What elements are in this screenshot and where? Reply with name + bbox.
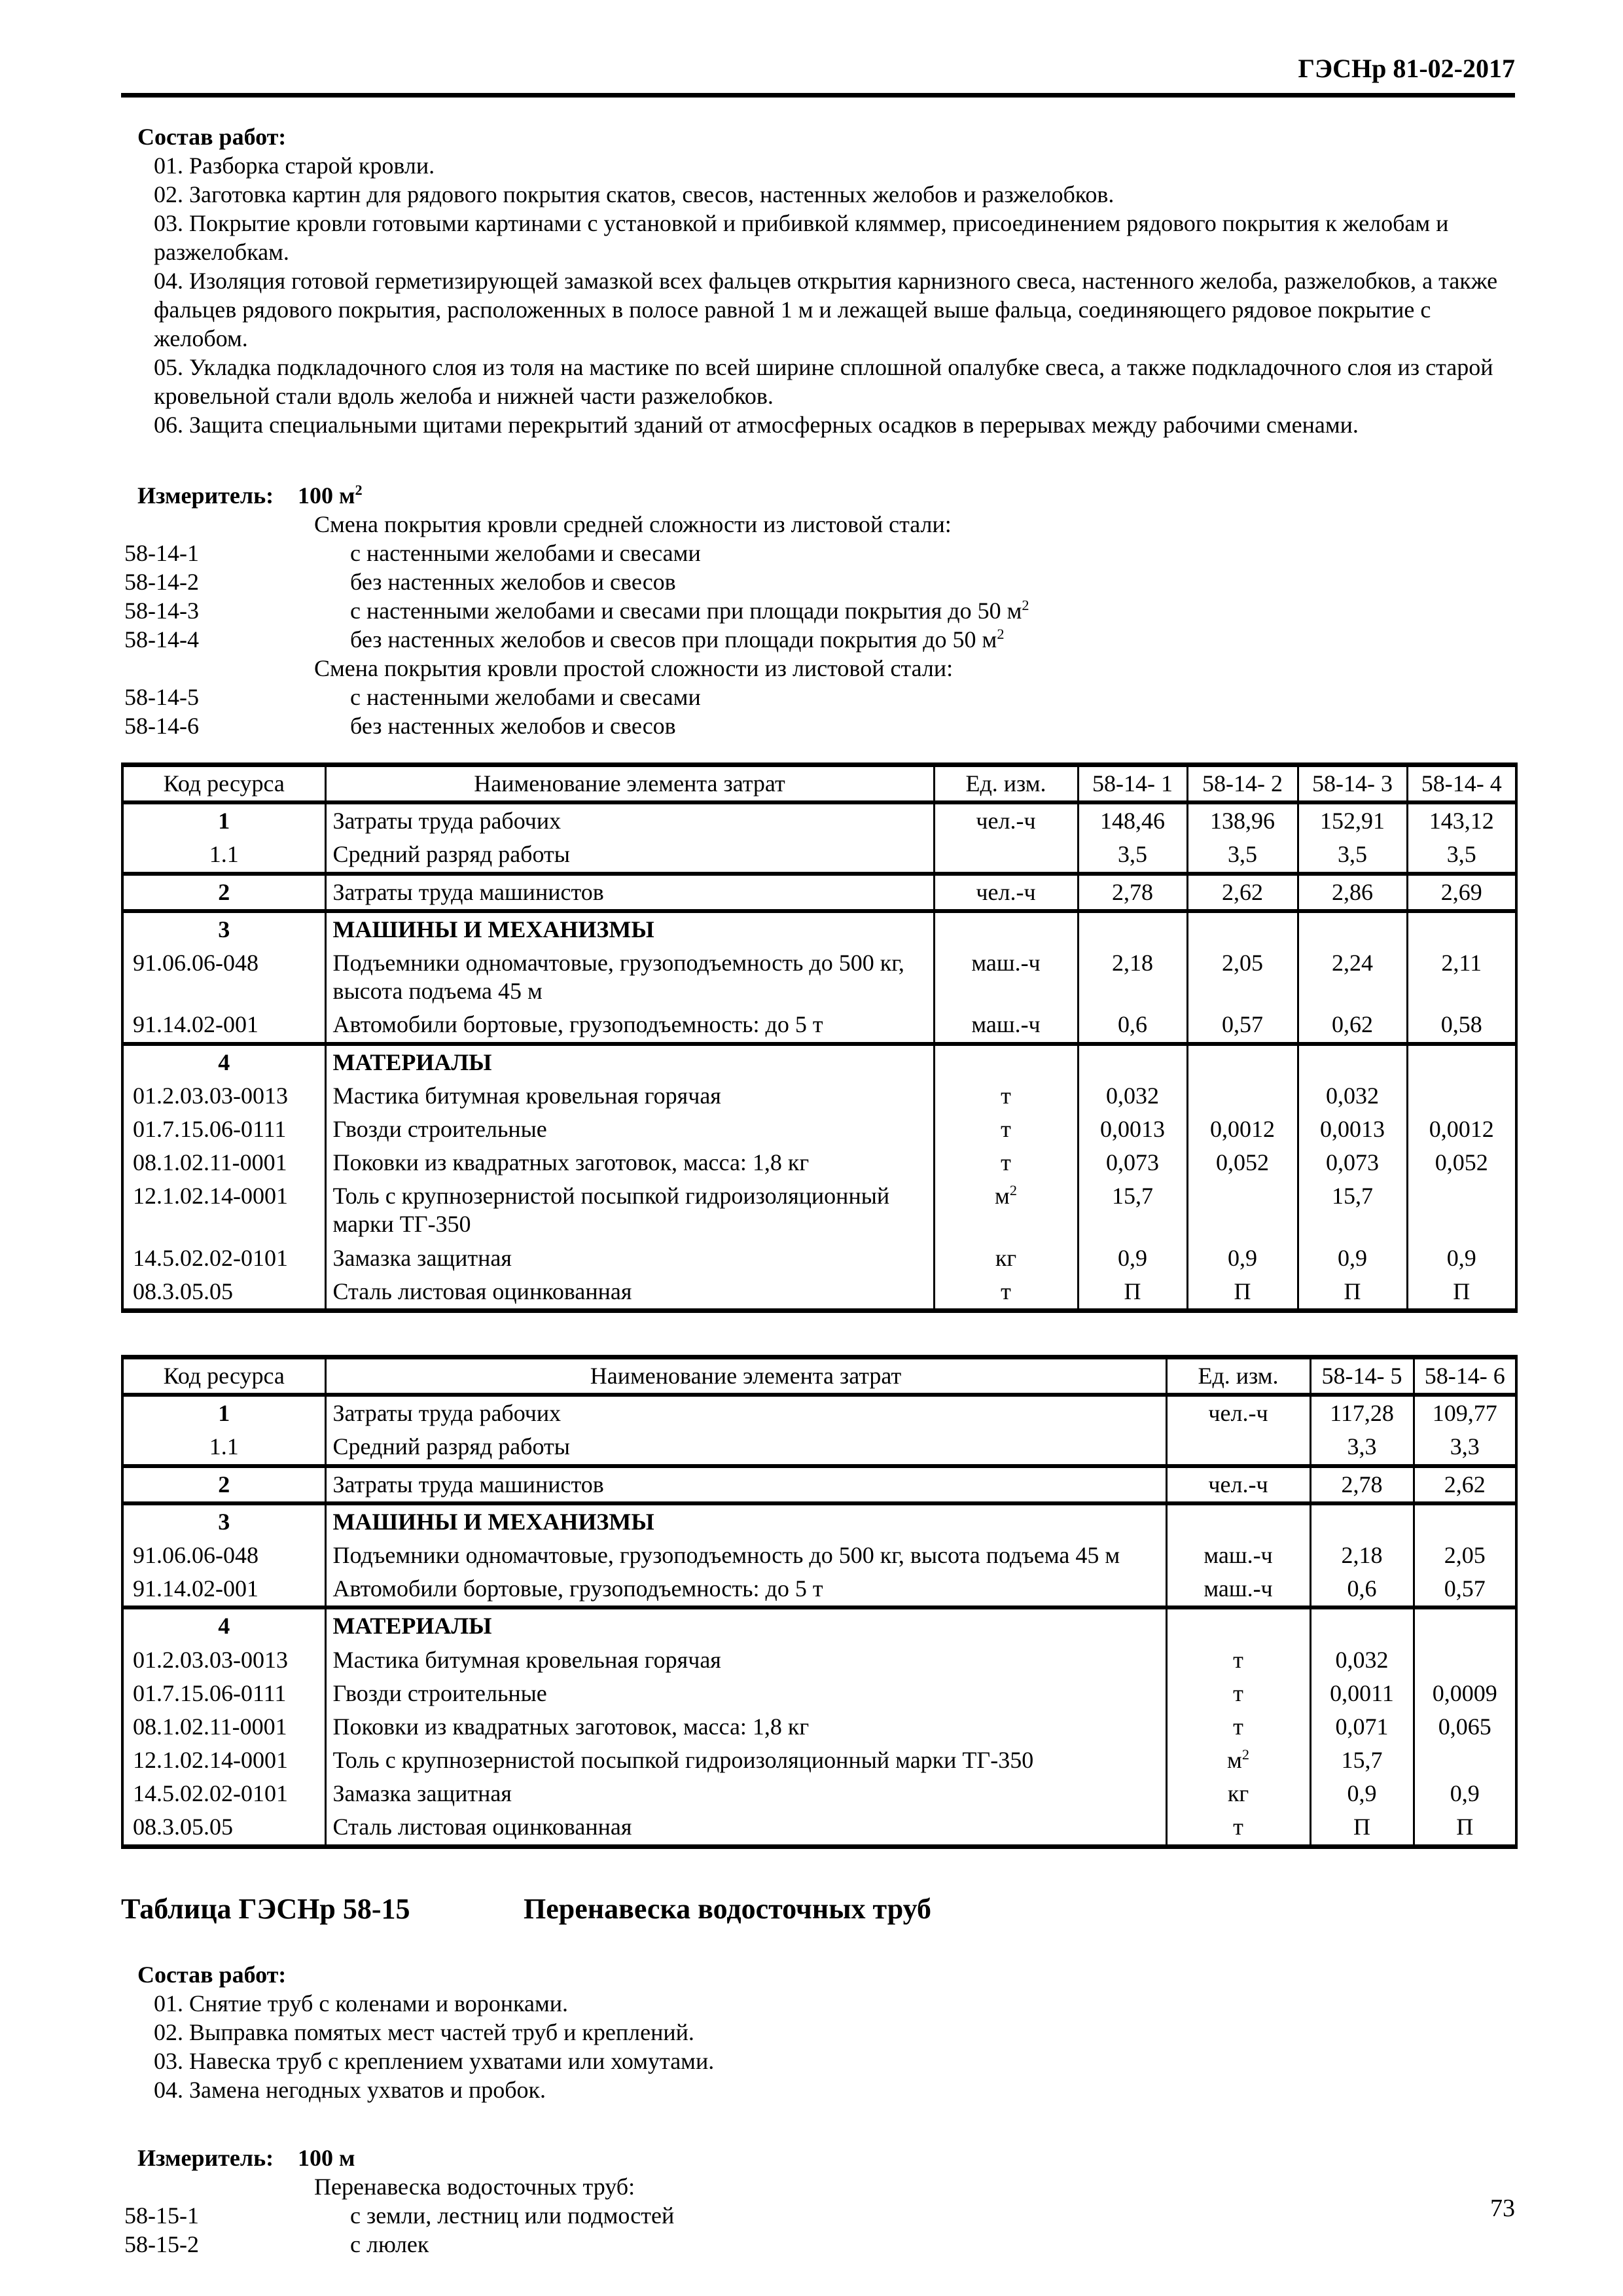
value-cell: 148,46 (1078, 802, 1187, 838)
resource-table-2 (121, 1355, 1518, 1849)
value-cell (1298, 1044, 1407, 1079)
value-cell: 0,9 (1310, 1777, 1414, 1810)
norm-code: 58-14-6 (124, 713, 199, 739)
page-number: 73 (1490, 2195, 1515, 2222)
work-item: 01. Снятие труб с коленами и воронками. (154, 1990, 569, 2017)
table-row (122, 911, 1516, 946)
resource-code-cell: 1.1 (209, 841, 239, 868)
cost-element-name-cell: Толь с крупнозернистой посыпкой гидроизоляционный марки ТГ-350 (325, 1179, 934, 1241)
measure-row (121, 2144, 1515, 2172)
norm-code: 58-14-1 (124, 540, 199, 566)
value-cell: 3,3 (1310, 1430, 1414, 1465)
value-cell: 3,5 (1407, 838, 1516, 873)
table-row (122, 1539, 1516, 1572)
table-row (122, 1777, 1516, 1810)
unit-cell: маш.-ч (934, 1008, 1078, 1043)
value-cell: 2,05 (1414, 1539, 1516, 1572)
table-row (122, 802, 1516, 838)
column-header: 58-14- 1 (1078, 765, 1187, 803)
unit-cell: маш.-ч (1166, 1539, 1310, 1572)
table-58-15-label: Таблица ГЭСНр 58-15 (121, 1892, 410, 1925)
value-cell: 2,05 (1187, 946, 1298, 1008)
norm-code-groups (121, 2172, 1515, 2259)
value-cell: 3,5 (1187, 838, 1298, 873)
resource-code-cell: 91.06.06-048 (133, 949, 259, 976)
cost-element-name-cell: Мастика битумная кровельная горячая (325, 1643, 1166, 1677)
value-cell: 2,11 (1407, 946, 1516, 1008)
work-item: 04. Изоляция готовой герметизирующей замазкой всех фальцев открытия карнизного свеса, настенного желоба, разжелобков, а также фальцев рядового покрытия, расположенных в полосе равной 1 м и лежащей выше фальца, соединяющего рядовое покрытие с желобом. (154, 268, 1498, 351)
value-cell: 3,5 (1078, 838, 1187, 873)
section-58-15 (121, 1960, 1515, 2259)
cost-element-name-cell: Средний разряд работы (325, 1430, 1166, 1465)
value-cell: 0,073 (1298, 1146, 1407, 1179)
value-cell: 0,0009 (1414, 1677, 1516, 1710)
resource-code-cell: 08.3.05.05 (133, 1278, 233, 1304)
unit-cell (934, 911, 1078, 946)
unit-cell (1166, 1430, 1310, 1465)
value-cell: П (1414, 1810, 1516, 1846)
resource-code-cell: 08.3.05.05 (133, 1814, 233, 1840)
value-cell (1414, 1643, 1516, 1677)
value-cell: П (1187, 1275, 1298, 1311)
value-cell: 0,032 (1078, 1079, 1187, 1113)
value-cell (1310, 1607, 1414, 1643)
table-row (122, 1146, 1516, 1179)
unit-cell: чел.-ч (1166, 1395, 1310, 1430)
norm-code-row (121, 2201, 1515, 2230)
norm-code-row (121, 683, 1515, 711)
value-cell: 15,7 (1298, 1179, 1407, 1241)
table-row (122, 1572, 1516, 1607)
unit-cell: т (934, 1113, 1078, 1146)
table-row (122, 1242, 1516, 1275)
value-cell (1414, 1607, 1516, 1643)
measure-label: Измеритель: (137, 2144, 274, 2171)
column-header: 58-14- 6 (1414, 1357, 1516, 1395)
table-row (122, 1744, 1516, 1777)
resource-code-cell: 12.1.02.14-0001 (133, 1183, 288, 1210)
work-item: 01. Разборка старой кровли. (154, 152, 435, 179)
value-cell: 0,9 (1078, 1242, 1187, 1275)
norm-group-caption: Смена покрытия кровли средней сложности из листовой стали: (314, 511, 952, 537)
norm-code: 58-15-1 (124, 2202, 199, 2229)
value-cell: 0,6 (1078, 1008, 1187, 1043)
resource-code-cell: 08.1.02.11-0001 (133, 1713, 287, 1740)
cost-element-name-cell: Гвозди строительные (325, 1113, 934, 1146)
table-row (122, 1810, 1516, 1846)
value-cell (1187, 1044, 1298, 1079)
value-cell: 0,0011 (1310, 1677, 1414, 1710)
table-header-row (122, 1357, 1516, 1395)
value-cell: 3,5 (1298, 838, 1407, 873)
value-cell: 0,9 (1407, 1242, 1516, 1275)
table-header-row (122, 765, 1516, 803)
norm-description: с земли, лестниц или подмостей (350, 2202, 675, 2229)
value-cell: П (1078, 1275, 1187, 1311)
value-cell: 2,86 (1298, 874, 1407, 911)
table-row (122, 1430, 1516, 1465)
value-cell: 0,57 (1187, 1008, 1298, 1043)
resource-code-cell: 01.7.15.06-0111 (133, 1115, 287, 1142)
unit-cell (1166, 1607, 1310, 1643)
column-header: Код ресурса (122, 765, 325, 803)
resource-code-cell: 4 (122, 1607, 325, 1643)
value-cell: 109,77 (1414, 1395, 1516, 1430)
resource-code-cell: 01.7.15.06-0111 (133, 1679, 287, 1706)
resource-code-cell: 14.5.02.02-0101 (133, 1244, 288, 1271)
table-row (122, 1607, 1516, 1643)
unit-cell: чел.-ч (934, 802, 1078, 838)
norm-code-row (121, 567, 1515, 596)
value-cell: П (1298, 1275, 1407, 1311)
value-cell: 0,0012 (1407, 1113, 1516, 1146)
work-composition-title: Состав работ: (137, 1961, 287, 1988)
work-item: 05. Укладка подкладочного слоя из толя на мастике по всей ширине сплошной опалубке свеса, а также подкладочного слоя из старой кровельной стали вдоль желоба и нижней части разжелобков. (154, 354, 1493, 409)
cost-element-name-cell: Сталь листовая оцинкованная (325, 1275, 934, 1311)
value-cell (1298, 911, 1407, 946)
table-row (122, 1008, 1516, 1043)
cost-element-name-cell: Затраты труда машинистов (325, 1466, 1166, 1503)
table-row (122, 874, 1516, 911)
column-header: 58-14- 4 (1407, 765, 1516, 803)
unit-cell: т (934, 1146, 1078, 1179)
work-composition-title: Состав работ: (137, 124, 287, 150)
measure-value: 100 $м^2$ (298, 482, 363, 509)
value-cell: 0,9 (1414, 1777, 1516, 1810)
work-item: 02. Заготовка картин для рядового покрытия скатов, свесов, настенных желобов и разжелобков. (154, 181, 1115, 207)
value-cell: 0,57 (1414, 1572, 1516, 1607)
norm-code: 58-14-2 (124, 569, 199, 595)
cost-element-name-cell: Подъемники одномачтовые, грузоподъемность до 500 кг, высота подъема 45 м (325, 1539, 1166, 1572)
norm-code: 58-14-3 (124, 598, 199, 624)
cost-element-name-cell: МАТЕРИАЛЫ (325, 1044, 934, 1079)
value-cell (1078, 1044, 1187, 1079)
value-cell: 0,58 (1407, 1008, 1516, 1043)
value-cell: 0,052 (1407, 1146, 1516, 1179)
value-cell (1187, 1179, 1298, 1241)
work-item: 02. Выправка помятых мест частей труб и креплений. (154, 2018, 694, 2045)
cost-element-name-cell: Замазка защитная (325, 1242, 934, 1275)
measure-block-58-14 (121, 481, 1515, 740)
resource-code-cell: 01.2.03.03-0013 (133, 1082, 288, 1109)
norm-code: 58-14-5 (124, 684, 199, 710)
cost-element-name-cell: Автомобили бортовые, грузоподъемность: до 5 т (325, 1572, 1166, 1607)
value-cell (1078, 911, 1187, 946)
unit-cell: кг (934, 1242, 1078, 1275)
unit-cell: т (1166, 1677, 1310, 1710)
norm-code-row (121, 625, 1515, 654)
value-cell (1414, 1503, 1516, 1539)
resource-code-cell: 3 (122, 1503, 325, 1539)
resource-code-cell: 12.1.02.14-0001 (133, 1747, 288, 1774)
cost-element-name-cell: Подъемники одномачтовые, грузоподъемность до 500 кг, высота подъема 45 м (325, 946, 934, 1008)
norm-description: с настенными желобами и свесами (350, 540, 701, 566)
cost-element-name-cell: Толь с крупнозернистой посыпкой гидроизоляционный марки ТГ-350 (325, 1744, 1166, 1777)
value-cell: 2,62 (1187, 874, 1298, 911)
value-cell: 0,052 (1187, 1146, 1298, 1179)
resource-code-cell: 4 (122, 1044, 325, 1079)
cost-element-name-cell: МАШИНЫ И МЕХАНИЗМЫ (325, 1503, 1166, 1539)
cost-element-name-cell: Затраты труда машинистов (325, 874, 934, 911)
table-row (122, 1710, 1516, 1744)
table-row (122, 1079, 1516, 1113)
cost-element-name-cell: Поковки из квадратных заготовок, масса: 1,8 кг (325, 1146, 934, 1179)
table-row (122, 838, 1516, 873)
cost-element-name-cell: Затраты труда рабочих (325, 1395, 1166, 1430)
value-cell: 15,7 (1078, 1179, 1187, 1241)
value-cell: 2,24 (1298, 946, 1407, 1008)
work-item: 03. Навеска труб с креплением ухватами или хомутами. (154, 2047, 715, 2074)
value-cell: 0,073 (1078, 1146, 1187, 1179)
cost-element-name-cell: Гвозди строительные (325, 1677, 1166, 1710)
value-cell: 2,78 (1310, 1466, 1414, 1503)
cost-element-name-cell: Сталь листовая оцинкованная (325, 1810, 1166, 1846)
table-row (122, 1466, 1516, 1503)
resource-code-cell: 14.5.02.02-0101 (133, 1780, 288, 1807)
cost-element-name-cell: МАШИНЫ И МЕХАНИЗМЫ (325, 911, 934, 946)
norm-code-row (121, 539, 1515, 567)
work-item: 06. Защита специальными щитами перекрытий зданий от атмосферных осадков в перерывах между рабочими сменами. (154, 412, 1359, 438)
unit-cell: т (1166, 1643, 1310, 1677)
column-header: Код ресурса (122, 1357, 325, 1395)
header-rule (121, 93, 1515, 98)
table-58-15-title (121, 1892, 1515, 1926)
table-row (122, 1643, 1516, 1677)
resource-code-cell: 1 (122, 1395, 325, 1430)
unit-cell (934, 1044, 1078, 1079)
unit-cell: т (934, 1275, 1078, 1311)
measure-label: Измеритель: (137, 482, 274, 509)
resource-code-cell: 91.14.02-001 (133, 1575, 259, 1602)
unit-cell: т (1166, 1710, 1310, 1744)
unit-cell: $м^2$ (934, 1179, 1078, 1241)
norm-code-groups (121, 510, 1515, 740)
table-row (122, 1677, 1516, 1710)
value-cell (1187, 1079, 1298, 1113)
value-cell (1187, 911, 1298, 946)
value-cell (1310, 1503, 1414, 1539)
value-cell: 2,78 (1078, 874, 1187, 911)
table-row (122, 1113, 1516, 1146)
unit-cell: кг (1166, 1777, 1310, 1810)
work-item: 03. Покрытие кровли готовыми картинами с установкой и прибивкой кляммер, присоединением рядового покрытия к желобам и разжелобкам. (154, 210, 1449, 265)
value-cell: 0,9 (1187, 1242, 1298, 1275)
table-row (122, 946, 1516, 1008)
unit-cell: чел.-ч (934, 874, 1078, 911)
column-header: Ед. изм. (934, 765, 1078, 803)
norm-description: с настенными желобами и свесами при площади покрытия до 50 $м^2$ (350, 597, 1029, 624)
resource-code-cell: 91.06.06-048 (133, 1541, 259, 1568)
cost-element-name-cell: Замазка защитная (325, 1777, 1166, 1810)
unit-cell: т (1166, 1810, 1310, 1846)
norm-code-row (121, 2230, 1515, 2259)
value-cell: 0,9 (1298, 1242, 1407, 1275)
column-header: 58-14- 5 (1310, 1357, 1414, 1395)
column-header: Наименование элемента затрат (325, 1357, 1166, 1395)
table-58-15-name: Перенавеска водосточных труб (524, 1892, 932, 1925)
value-cell: 15,7 (1310, 1744, 1414, 1777)
norm-code: 58-15-2 (124, 2231, 199, 2257)
unit-cell (1166, 1503, 1310, 1539)
value-cell: 2,62 (1414, 1466, 1516, 1503)
norm-description: с люлек (350, 2231, 429, 2257)
value-cell: П (1407, 1275, 1516, 1311)
cost-element-name-cell: Затраты труда рабочих (325, 802, 934, 838)
resource-code-cell: 1 (122, 802, 325, 838)
column-header: 58-14- 2 (1187, 765, 1298, 803)
resource-code-cell: 08.1.02.11-0001 (133, 1149, 287, 1176)
table-row (122, 1275, 1516, 1311)
unit-cell: маш.-ч (934, 946, 1078, 1008)
resource-code-cell: 91.14.02-001 (133, 1011, 259, 1038)
column-header: Наименование элемента затрат (325, 765, 934, 803)
norm-description: без настенных желобов и свесов при площади покрытия до 50 $м^2$ (350, 626, 1005, 653)
work-item: 04. Замена негодных ухватов и пробок. (154, 2076, 546, 2103)
work-composition-list (154, 151, 1515, 439)
norm-group-caption: Смена покрытия кровли простой сложности из листовой стали: (314, 655, 954, 681)
resource-code-cell: 2 (122, 1466, 325, 1503)
resource-table-1 (121, 762, 1518, 1313)
cost-element-name-cell: Поковки из квадратных заготовок, масса: 1,8 кг (325, 1710, 1166, 1744)
norm-group-caption: Перенавеска водосточных труб: (314, 2173, 635, 2200)
cost-element-name-cell: МАТЕРИАЛЫ (325, 1607, 1166, 1643)
section-58-14 (121, 122, 1515, 740)
value-cell: 0,0012 (1187, 1113, 1298, 1146)
unit-cell: т (934, 1079, 1078, 1113)
value-cell: 0,0013 (1298, 1113, 1407, 1146)
cost-element-name-cell: Мастика битумная кровельная горячая (325, 1079, 934, 1113)
work-composition-list (154, 1989, 1515, 2104)
value-cell: 0,032 (1310, 1643, 1414, 1677)
resource-code-cell: 1.1 (209, 1433, 239, 1460)
table-row (122, 1044, 1516, 1079)
norm-description: без настенных желобов и свесов (350, 713, 676, 739)
table-row (122, 1503, 1516, 1539)
resource-code-cell: 3 (122, 911, 325, 946)
value-cell: 152,91 (1298, 802, 1407, 838)
norm-code-row (121, 596, 1515, 625)
unit-cell (934, 838, 1078, 873)
document-code-header: ГЭСНр 81-02-2017 (1298, 54, 1515, 83)
value-cell: 3,3 (1414, 1430, 1516, 1465)
norm-description: без настенных желобов и свесов (350, 569, 676, 595)
measure-row (121, 481, 1515, 510)
unit-cell: маш.-ч (1166, 1572, 1310, 1607)
cost-element-name-cell: Средний разряд работы (325, 838, 934, 873)
value-cell: 0,0013 (1078, 1113, 1187, 1146)
norm-code-row (121, 711, 1515, 740)
value-cell: 0,032 (1298, 1079, 1407, 1113)
value-cell: 143,12 (1407, 802, 1516, 838)
value-cell (1407, 1179, 1516, 1241)
measure-value: 100 м (298, 2144, 355, 2171)
resource-code-cell: 2 (122, 874, 325, 911)
value-cell: 2,69 (1407, 874, 1516, 911)
value-cell: П (1310, 1810, 1414, 1846)
value-cell: 0,62 (1298, 1008, 1407, 1043)
table-row (122, 1179, 1516, 1241)
column-header: Ед. изм. (1166, 1357, 1310, 1395)
value-cell: 2,18 (1078, 946, 1187, 1008)
table-row (122, 1395, 1516, 1430)
value-cell: 0,071 (1310, 1710, 1414, 1744)
value-cell (1407, 1079, 1516, 1113)
value-cell: 0,065 (1414, 1710, 1516, 1744)
cost-element-name-cell: Автомобили бортовые, грузоподъемность: до 5 т (325, 1008, 934, 1043)
unit-cell: чел.-ч (1166, 1466, 1310, 1503)
norm-code: 58-14-4 (124, 626, 199, 653)
value-cell: 138,96 (1187, 802, 1298, 838)
value-cell (1407, 1044, 1516, 1079)
value-cell (1414, 1744, 1516, 1777)
value-cell (1407, 911, 1516, 946)
norm-description: с настенными желобами и свесами (350, 684, 701, 710)
value-cell: 0,6 (1310, 1572, 1414, 1607)
measure-block-58-15 (121, 2144, 1515, 2259)
column-header: 58-14- 3 (1298, 765, 1407, 803)
unit-cell: $м^2$ (1166, 1744, 1310, 1777)
resource-code-cell: 01.2.03.03-0013 (133, 1646, 288, 1673)
value-cell: 117,28 (1310, 1395, 1414, 1430)
value-cell: 2,18 (1310, 1539, 1414, 1572)
